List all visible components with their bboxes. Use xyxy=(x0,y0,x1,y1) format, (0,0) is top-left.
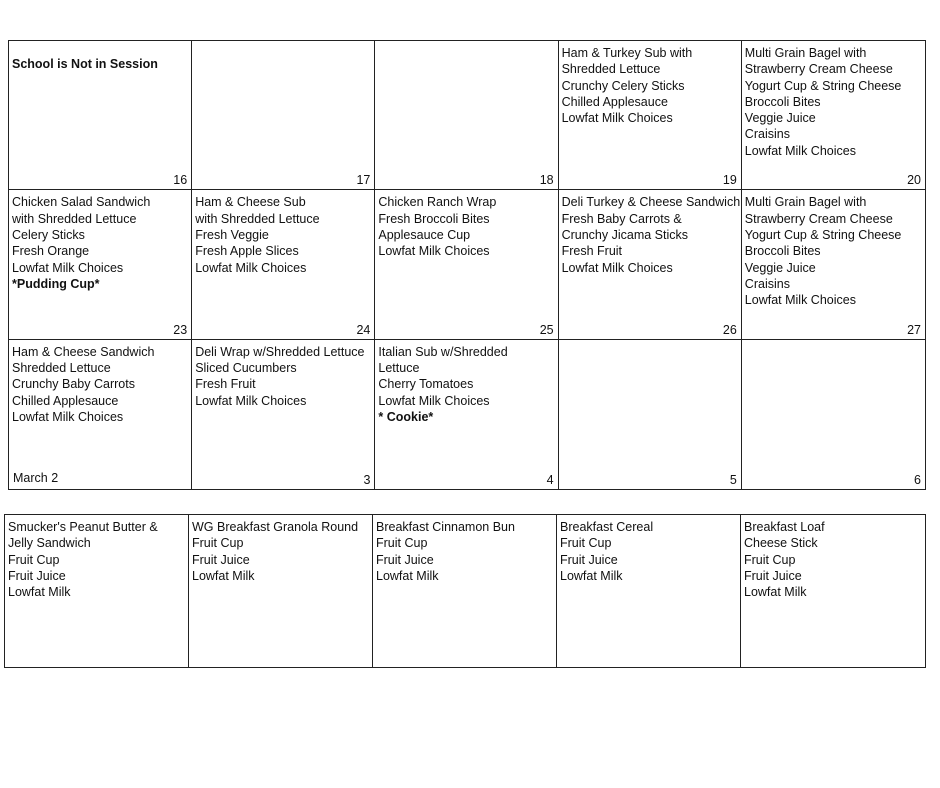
day-number: 26 xyxy=(722,322,737,337)
menu-item: Fresh Fruit xyxy=(195,377,256,392)
breakfast-cell xyxy=(557,515,741,667)
menu-item: Lowfat Milk Choices xyxy=(744,143,856,158)
menu-item: Yogurt Cup & String Cheese xyxy=(744,227,902,242)
lunch-day-cell xyxy=(192,41,375,190)
menu-item: Applesauce Cup xyxy=(378,227,471,242)
menu-item: Craisins xyxy=(744,127,790,142)
breakfast-cell xyxy=(5,515,189,667)
menu-item: Fresh Apple Slices xyxy=(195,244,299,259)
day-number: 23 xyxy=(173,322,188,337)
menu-item: Lowfat Milk xyxy=(744,585,807,600)
lunch-day-cell xyxy=(375,190,558,339)
menu-item: Fruit Juice xyxy=(560,552,618,567)
menu-item: Fresh Broccoli Bites xyxy=(378,211,490,226)
menu-item: Fruit Juice xyxy=(192,552,250,567)
no-school-notice: School is Not in Session xyxy=(12,57,158,71)
day-number: 24 xyxy=(356,322,371,337)
featured-item: *Pudding Cup* xyxy=(12,276,100,291)
menu-item: Lowfat Milk Choices xyxy=(195,393,307,408)
menu-item: Veggie Juice xyxy=(744,111,816,126)
menu-item: Multi Grain Bagel with xyxy=(744,46,867,60)
menu-item: with Shredded Lettuce xyxy=(12,211,137,226)
menu-item: Ham & Turkey Sub with xyxy=(561,46,693,60)
day-number: 25 xyxy=(539,322,554,337)
lunch-menu-calendar xyxy=(8,40,926,490)
menu-item: WG Breakfast Granola Round xyxy=(192,520,359,534)
menu-item: Fruit Juice xyxy=(8,568,66,583)
menu-item: Fresh Fruit xyxy=(561,244,623,259)
menu-item: Lowfat Milk Choices xyxy=(561,111,673,126)
menu-item: Broccoli Bites xyxy=(744,94,821,109)
menu-item: Crunchy Celery Sticks xyxy=(561,78,685,93)
day-number: 5 xyxy=(729,472,737,487)
menu-item: Fruit Juice xyxy=(744,568,802,583)
lunch-day-cell xyxy=(742,340,925,489)
menu-item: Lowfat Milk Choices xyxy=(12,260,124,275)
menu-item: Sliced Cucumbers xyxy=(195,360,297,375)
lunch-day-cell xyxy=(9,340,192,489)
menu-item: Lowfat Milk Choices xyxy=(12,409,124,424)
menu-item: Italian Sub w/Shredded xyxy=(378,344,508,359)
menu-item: Lowfat Milk Choices xyxy=(561,260,673,275)
menu-item: Chicken Salad Sandwich xyxy=(12,195,151,210)
menu-item: Lettuce xyxy=(378,360,420,375)
menu-item: Fruit Cup xyxy=(560,536,612,551)
lunch-day-cell xyxy=(375,340,558,489)
menu-item: Ham & Cheese Sub xyxy=(195,195,306,210)
menu-item: Fruit Cup xyxy=(744,552,796,567)
menu-item: Lowfat Milk xyxy=(8,585,71,600)
menu-item: Jelly Sandwich xyxy=(8,536,91,551)
menu-item: Shredded Lettuce xyxy=(12,360,111,375)
day-number: 17 xyxy=(356,173,371,188)
featured-item: * Cookie* xyxy=(378,409,434,424)
breakfast-cell xyxy=(373,515,557,667)
lunch-day-cell xyxy=(559,190,742,339)
menu-item: Lowfat Milk xyxy=(376,568,439,583)
menu-item: Fruit Cup xyxy=(376,536,428,551)
lunch-day-cell xyxy=(9,41,192,190)
menu-item: Celery Sticks xyxy=(12,227,85,242)
day-number: 20 xyxy=(907,173,921,188)
menu-item: Cheese Stick xyxy=(744,536,818,551)
menu-item: Fruit Cup xyxy=(8,552,60,567)
menu-item: Veggie Juice xyxy=(744,260,816,275)
day-number: 6 xyxy=(914,472,921,487)
menu-item: Crunchy Jicama Sticks xyxy=(561,227,689,242)
menu-item: Strawberry Cream Cheese xyxy=(744,211,893,226)
menu-item: Fruit Cup xyxy=(192,536,244,551)
lunch-day-cell xyxy=(192,190,375,339)
menu-item: Fresh Baby Carrots & xyxy=(561,211,682,226)
menu-item: Shredded Lettuce xyxy=(561,62,661,77)
menu-item: Lowfat Milk xyxy=(192,568,255,583)
lunch-day-cell xyxy=(559,340,742,489)
day-number: 19 xyxy=(722,173,737,188)
menu-item: Smucker's Peanut Butter & xyxy=(8,520,158,534)
lunch-day-cell xyxy=(742,41,925,190)
menu-item: Lowfat Milk Choices xyxy=(378,393,490,408)
menu-item: Yogurt Cup & String Cheese xyxy=(744,78,902,93)
menu-item: Strawberry Cream Cheese xyxy=(744,62,893,77)
menu-item: Fresh Veggie xyxy=(195,227,269,242)
menu-item: Lowfat Milk Choices xyxy=(195,260,307,275)
lunch-day-cell xyxy=(742,190,925,339)
menu-item: Breakfast Loaf xyxy=(744,520,825,534)
day-number: 16 xyxy=(173,173,188,188)
menu-item: Ham & Cheese Sandwich xyxy=(12,344,155,359)
menu-item: Cherry Tomatoes xyxy=(378,377,474,392)
menu-item: Lowfat Milk Choices xyxy=(744,293,856,308)
lunch-day-cell xyxy=(559,41,742,190)
menu-item: Crunchy Baby Carrots xyxy=(12,377,135,392)
menu-item: Chicken Ranch Wrap xyxy=(378,195,497,210)
day-number: 4 xyxy=(546,472,554,487)
day-number: 27 xyxy=(907,322,921,337)
lunch-day-cell xyxy=(192,340,375,489)
menu-item: with Shredded Lettuce xyxy=(195,211,320,226)
breakfast-menu-row xyxy=(4,514,926,668)
menu-item: Craisins xyxy=(744,276,790,291)
menu-item: Broccoli Bites xyxy=(744,244,821,259)
menu-item: Fresh Orange xyxy=(12,244,90,259)
menu-item: Deli Turkey & Cheese Sandwich xyxy=(561,195,741,210)
menu-item: Fruit Juice xyxy=(376,552,434,567)
menu-item: Deli Wrap w/Shredded Lettuce xyxy=(195,344,365,359)
day-number: 3 xyxy=(363,472,371,487)
menu-item: Chilled Applesauce xyxy=(561,94,668,109)
menu-item: Lowfat Milk Choices xyxy=(378,244,490,259)
lunch-day-cell xyxy=(375,41,558,190)
menu-item: Breakfast Cinnamon Bun xyxy=(376,520,515,534)
menu-item: Breakfast Cereal xyxy=(560,520,654,534)
day-number: 18 xyxy=(539,173,554,188)
day-label: March 2 xyxy=(13,470,59,485)
menu-item: Chilled Applesauce xyxy=(12,393,119,408)
breakfast-cell xyxy=(741,515,925,667)
lunch-day-cell xyxy=(9,190,192,339)
menu-item: Multi Grain Bagel with xyxy=(744,195,867,210)
menu-item: Lowfat Milk xyxy=(560,568,623,583)
breakfast-cell xyxy=(189,515,373,667)
